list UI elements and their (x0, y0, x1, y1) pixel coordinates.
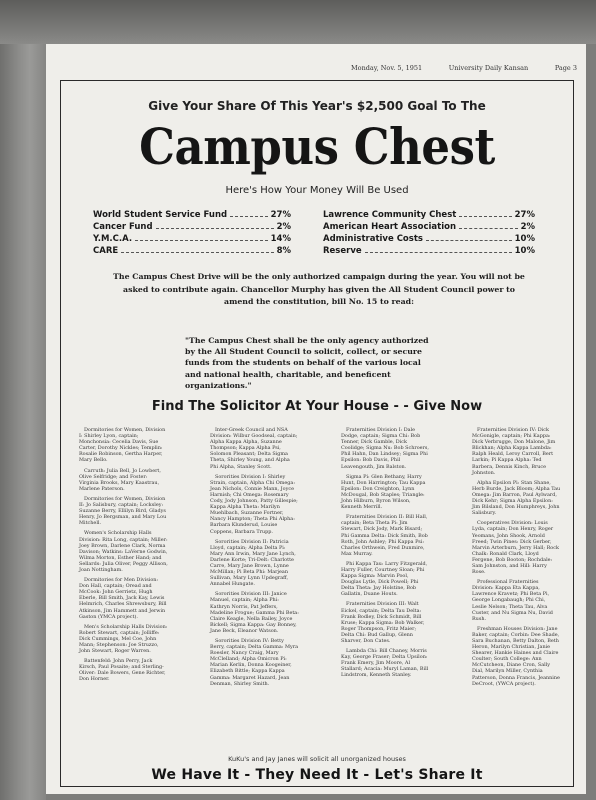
division-paragraph: Carruth: Julia Bell, Jo Lowbert, Olive Selfridge; and Foster: Virginia Brooks, Mary Kaastrau, Marlene Paterson. (79, 467, 161, 492)
scan-edge-top (0, 0, 596, 44)
scan-edge-left (0, 0, 46, 800)
division-paragraph: Cooperatives Division: Louis Lyda, captain; Don Henry, Roger Yeomans, John Shook, Arnold Freed; Twin Pines: Dick Gerber, Marvin Arterburn, Jerry Hall; Rock Chalk: Ronald Clark, Lloyd Fergene, Bob Booton; Rochdale: Sam Johnston, and Hill: Harry Rose. (472, 520, 559, 576)
allocation-row: Cancer Fund 2% (93, 222, 291, 232)
division-paragraph: Men's Scholarship Halls Division: Robert Stewart, captain; Jolliffe: Dick Cummings, Mel Coe, John Mann; Stephenson: Joe Struzzo, John Stewart, Roger Warren. (79, 623, 168, 655)
division-paragraph: Battenfeld: John Perry, Jack Kirsch, Paul Posaite; and Sterling-Oliver: Dale Bowers, Gene Richter, Don Horner. (79, 658, 166, 683)
constitution-quote: "The Campus Chest shall be the only agency authorized by the All Student Council to solicit, collect, or secure funds from the students on behalf of the various local and national health, charitable, and beneficent organizations." (185, 336, 429, 390)
division-paragraph: Sigma Pi: Glen Bethany, Harry Hunt, Don Harrington; Tau Kappa Epsilon: Don Creighton, Lynn McDougal, Bob Staples; Triangle: John Hilburn, Byron Wilson, Kenneth Merrill. (341, 473, 426, 511)
allocation-row: Y.M.C.A. 14% (93, 234, 291, 244)
header-date: Monday, Nov. 5, 1951 (351, 64, 423, 72)
header-paper-name: University Daily Kansan (448, 64, 529, 72)
newspaper-page (46, 44, 586, 794)
division-paragraph: Sororities Division IV: Betty Berry, captain; Delta Gamma: Myra Roesler, Nancy Craig, Mary McClelland; Alpha Omicron Pi: Marian Kerlin, Donna Koogeiner, Elizabeth Bittle; Kappa Kappa Gamma: Margaret Hazard, Jean Denman, Shirley Smith. (210, 638, 299, 687)
find-solicitor-headline: Find The Solicitor At Your House - - Give Now (151, 399, 483, 414)
division-paragraph: Sororities Division II: Patricia Lloyd, captain; Alpha Delta Pi: Mary Ann Irwin, Mary Jane Lynch, Darlene Korte; Tri-Delt: Charlotte Carre, Mary Jane Brown, Lynne McMillan; Pi Beta Phi: Marjean Sullivan, Mary Lynn Updegraff, Annabel Hungate. (210, 538, 296, 588)
allocation-row: Lawrence Community Chest 27% (323, 210, 535, 220)
solicitor-columns (79, 427, 561, 691)
campus-chest-title: Campus Chest (139, 117, 495, 176)
allocation-row: Administrative Costs 10% (323, 234, 535, 244)
solicitor-column-4 (472, 427, 561, 691)
unorganized-houses-note: KuKu's and Jay Janes will solicit all unorganized houses (228, 755, 406, 763)
solicitor-column-2 (210, 427, 299, 691)
division-paragraph: Sororities Division I: Shirley Strain, captain, Alpha Chi Omega: Jean Nichols, Connie Mann, Joyce Harnish; Chi Omega: Rosemary Cody, Jody Johnson, Patty Gillespie; Kappa Alpha Theta: Marilyn Muehlbach, Suzanne Fortner, Nancy Hampton; Theta Phi Alpha: Barbara Klunderud, Louise Coppens, Barbara Trupp. (210, 473, 298, 535)
division-paragraph: Alpha Epsilon Pi: Stan Shane, Herb Burde, Jack Bloom; Alpha Tau Omega: Jim Barron, Paul Aylward, Dick Kehr; Sigma Alpha Epsilon: Jim Bilsland, Don Humphreys, John Salisbury. (472, 479, 561, 517)
allocation-row: CARE 8% (93, 246, 291, 256)
division-paragraph: Fraternities Division II: Bill Hall, captain; Beta Theta Pi: Jim Stewart, Dick Jody, Mark Bisard; Phi Gamma Delta: Dick Smith, Bob Roth, John Ashley; Phi Kappa Psi: Charles Orthwein, Fred Dunmire, Max Murray. (341, 514, 428, 557)
allocation-list-right (323, 209, 535, 257)
share-slogan: We Have It - They Need It - Let's Share It (151, 767, 483, 783)
division-paragraph: Phi Kappa Tau: Larry Fitzgerald, Harry Fuller, Courtney Sloan; Phi Kappa Sigma: Marvin Pool, Douglas Lytle, Dick Powell; Phi Delta Theta: Jay Holstine, Bob Gallatin, Duane Houts. (341, 560, 428, 598)
goal-headline: Give Your Share Of This Year's $2,500 Goal To The (148, 99, 486, 113)
division-paragraph: Dormitories for Women, Division I: Shirley Lyon, captain; Monchonsia: Cecelia Davis, Sue Carter, Dorothy Nickles; Templin: Rosalie Robinson, Gertha Harper, Mary Bello. (79, 427, 166, 464)
division-paragraph: Inter-Greek Council and NSA Division: Wilbur Goodseal, captain; Alpha Kappa Alpha, Suzanne Thompson; Kappa Alpha Psi, Solomon Pleasant; Delta Sigma Theta, Shirley Young, and Alpha Phi Alpha, Stanley Scott. (210, 427, 298, 470)
solicitor-column-3 (341, 427, 430, 691)
page-header (351, 64, 577, 72)
how-money-used-heading: Here's How Your Money Will Be Used (225, 185, 409, 196)
allocation-row: World Student Service Fund 27% (93, 210, 291, 220)
division-paragraph: Freshman Houses Division: Jane Baker, captain; Corbin: Dee Shade, Sara Buchanan, Betty Dalton, Beth Heron, Marilyn Christian, Janie Shearer, Hankie Haines and Claire Coulter; South College: Ann McCutcheon, Diane Cron, Sally Dial, Marilyn Miller, Cynthia Patterson, Donna Francis, Jeannine DeCroot, (YWCA project). (472, 625, 560, 687)
advertisement-frame (60, 80, 574, 787)
division-paragraph: Lambda Chi: Bill Chaney, Morris Kay, George Fraser; Delta Upsilon: Frank Emery, Jim Moore, Al Stallard; Acacia: Muryl Laman, Bill Lindstrom, Kenneth Stanley. (341, 648, 429, 679)
allocation-row: American Heart Association 2% (323, 222, 535, 232)
allocation-row: Reserve 10% (323, 246, 535, 256)
division-paragraph: Sororities Division III: Janice Manuel, captain; Alpha Phi: Kathryn Norris, Pat Jeffers, Madeline Frogue; Gamma Phi Beta: Claire Keagle, Nella Bailey, Joyce Bickell; Sigma Kappa: Gay Bonney, Jane Beck, Eleanor Watson. (210, 591, 299, 634)
campaign-paragraph: The Campus Chest Drive will be the only authorized campaign during the year. You will not be asked to contribute again. Chancellor Murphy has given the All Student Council power to amend the constitution, bill No. 15 to read: (113, 272, 525, 306)
division-paragraph: Professional Fraternities Division: Kappa Eta Kappa, Lawrence Kravetz; Phi Beta Pi, George Longabaugh; Phi Chi, Leslie Nelson; Theta Tau, Alva Custer, and Nu Sigma Nu, David Rush. (472, 579, 553, 622)
header-page-number: Page 3 (554, 64, 577, 72)
division-paragraph: Fraternities Division III: Walt Eickel, captain; Delta Tau Delta: Frank Bodley, Dick Schmidt, Bill Kruse; Kappa Sigma: Bob Walker, Roger Thompson, Fritz Maier; Delta Chi: Bud Gallup, Glenn Sharver, Don Cates. (341, 601, 425, 644)
division-paragraph: Fraternities Division IV: Dick McGonigle, captain; Phi Kappa: Dick Verbrugge, Don Malone, Jim Blickhan; Alpha Kappa Lambda: Ralph Heald, Leroy Carroll, Bert Larkin; Pi Kappa Alpha: Ted Barbera, Dennis Kinch, Bruce Johnston. (472, 427, 556, 476)
division-paragraph: Fraternities Division I: Dale Dodge, captain; Sigma Chi: Bob Tenner, Dick Gamble, Dick Coolidge; Sigma Nu: Bob Schroers, Phil Hahn, Dan Lindsey; Sigma Phi Epsilon: Bob Davis, Phil Leavengouth, Jim Balston. (341, 427, 429, 470)
solicitor-column-1 (79, 427, 168, 691)
division-paragraph: Women's Scholarship Halls Division: Rita Long, captain; Miller: Joey Brown, Darlene Clark, Norma Davison; Watkins: LaVerne Godwin, Wilma Morton, Esther Hand; and Sellards: Julia Oliver, Peggy Allison, Joan Nottingham. (79, 530, 168, 573)
division-paragraph: Dormitories for Men Division: Don Hall, captain; Oread and McCook: John Gerrietz, Hugh Eberle, Bill Smith, Jack Kay, Lewis Helmrich, Charles Shrewsbury, Bill Atkinson, Jim Hammett and Jerwin Gaston (YMCA project). (79, 577, 167, 620)
division-paragraph: Dormitories for Women, Division II: Jo Salisbury, captain; Locksley: Suzanne Berry, Ellilyn Bird, Gladys Henry, Jo Bergsman, and Mary Lou Mitchell. (79, 495, 167, 527)
allocation-list-left (93, 209, 291, 257)
